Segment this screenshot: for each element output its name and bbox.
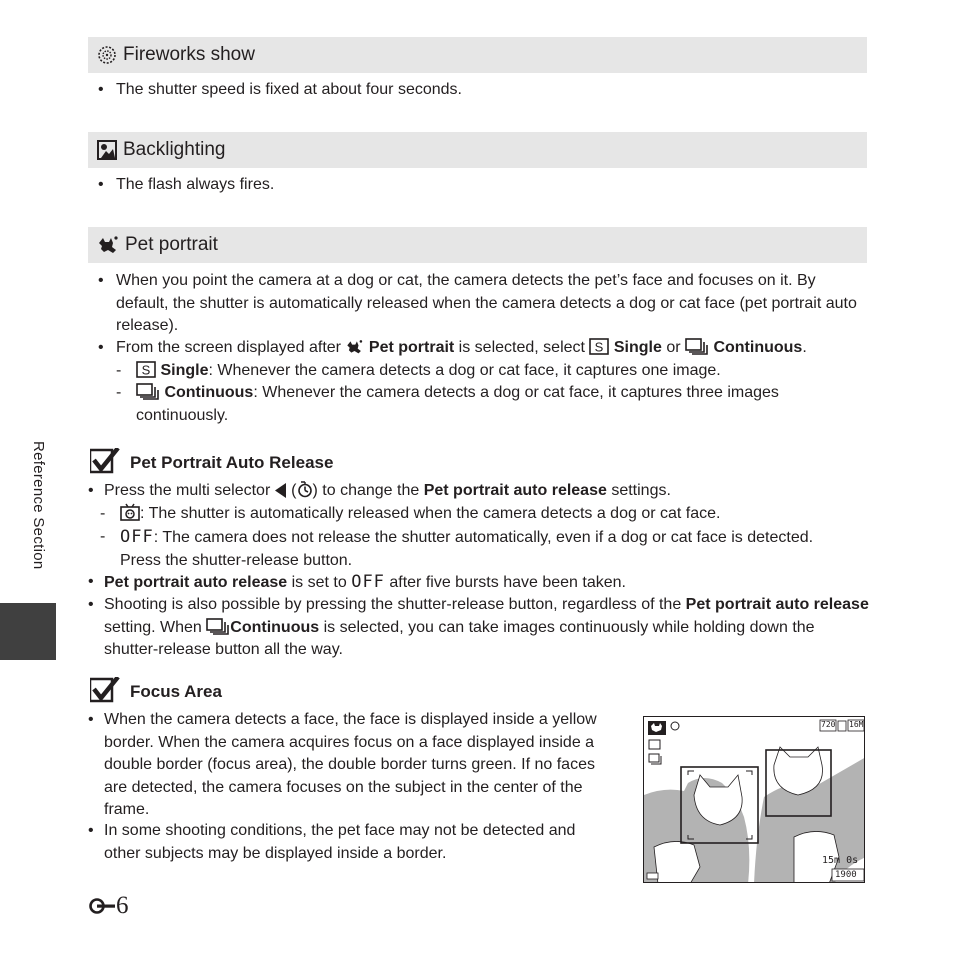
sidebar-label: Reference Section: [30, 441, 47, 570]
sub-item: - S Single: Whenever the camera detects a dog or cat face, it captures one image.: [116, 362, 721, 379]
continuous-mode-icon: [136, 383, 160, 400]
section-header-backlighting: [88, 132, 867, 168]
svg-text:S: S: [595, 339, 604, 355]
section-header-pet-portrait: [88, 227, 867, 263]
pet-auto-release-icon: [120, 503, 140, 521]
continuous-mode-icon: [685, 338, 709, 355]
section-title: Backlighting: [123, 139, 226, 160]
single-mode-icon: [589, 338, 609, 355]
sub-item: - Continuous: Whenever the camera detects a dog or cat face, it captures three images continuously.: [116, 384, 779, 424]
section-title: Pet portrait: [125, 234, 218, 255]
checkmark-note-icon: [90, 448, 120, 474]
pet-portrait-icon: [345, 339, 364, 355]
list-item: • From the screen displayed after Pet portrait is selected, select S Single or Continuous.: [98, 339, 807, 356]
section-title: Fireworks show: [123, 44, 255, 65]
svg-text:S: S: [141, 362, 151, 378]
time-remaining: 15m 0s: [822, 855, 859, 866]
sub-item: - : The shutter is automatically released when the camera detects a dog or cat face.: [100, 505, 721, 522]
off-label: OFF: [120, 527, 154, 547]
camera-monitor-illustration: [643, 716, 865, 883]
movie-mode-indicator: 720: [821, 720, 836, 729]
list-item: • The flash always fires.: [98, 176, 275, 193]
list-item: • Press the multi selector ( ) to change the Pet portrait auto release settings.: [88, 482, 671, 499]
self-timer-icon: [297, 481, 313, 498]
list-item: • In some shooting conditions, the pet face may not be detected and other subjects may be displayed inside a border.: [88, 822, 576, 862]
section-header-fireworks: [88, 37, 867, 73]
continuous-mode-icon: [206, 618, 230, 635]
checkmark-note-icon: [90, 677, 120, 703]
shots-remaining: 1900: [835, 870, 857, 880]
note-heading: Pet Portrait Auto Release: [90, 448, 333, 474]
list-item: • Shooting is also possible by pressing the shutter-release button, regardless of the Pet portrait auto release setting. When Continuous is selected, you can take images continuously while holding down the shutter-release button all the way.: [88, 596, 869, 658]
sub-item: - OFF: The camera does not release the shutter automatically, even if a dog or cat face is detected. Press the shutter-release button.: [100, 527, 814, 569]
list-item: • Pet portrait auto release is set to OFF after five bursts have been taken.: [88, 572, 626, 592]
section-tab-marker: [0, 603, 56, 660]
left-arrow-icon: [275, 483, 287, 498]
single-mode-icon: [136, 361, 156, 378]
off-label: OFF: [351, 572, 385, 592]
pet-portrait-icon: [97, 235, 119, 255]
note-heading: Focus Area: [90, 677, 222, 703]
list-item: • When the camera detects a face, the face is displayed inside a yellow border. When the camera acquires focus on a face displayed inside a double border (focus area), the double border turns green. If no faces are detected, the camera focuses on the subject in the center of the frame.: [88, 711, 597, 818]
page-number: 6: [89, 892, 129, 920]
reference-section-icon: [89, 895, 115, 917]
list-item: • When you point the camera at a dog or cat, the camera detects the pet’s face and focuses on it. By default, the shutter is automatically released when the camera detects a dog or cat face (pet portrait auto release).: [98, 272, 857, 334]
list-item: • The shutter speed is fixed at about four seconds.: [98, 81, 462, 98]
backlighting-icon: [97, 140, 117, 160]
image-size-indicator: 16M: [849, 720, 864, 729]
fireworks-icon: [97, 45, 117, 65]
